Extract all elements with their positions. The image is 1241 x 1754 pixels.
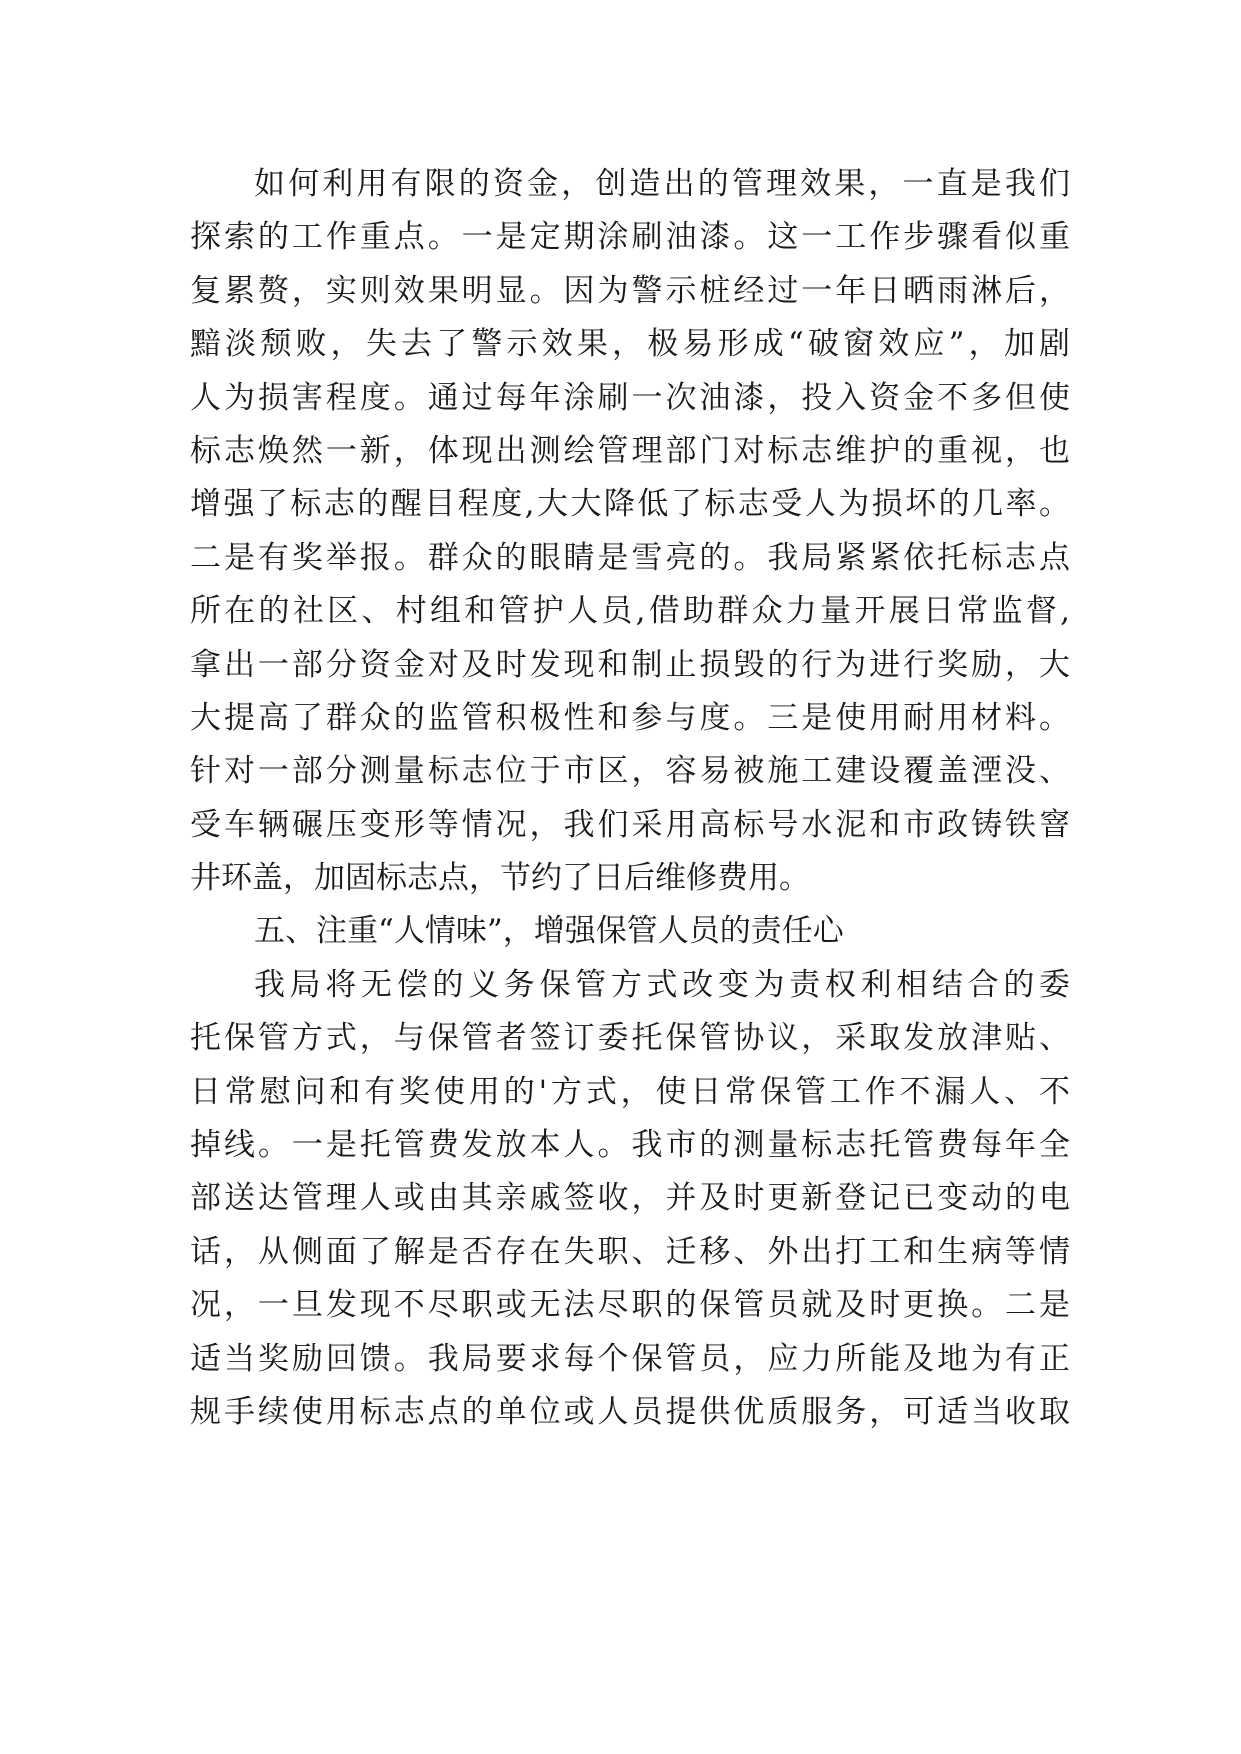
text-line: 二是有奖举报。群众的眼睛是雪亮的。我局紧紧依托标志点 xyxy=(190,539,1070,576)
text-line: 探索的工作重点。一是定期涂刷油漆。这一工作步骤看似重 xyxy=(190,219,1070,256)
document-body xyxy=(190,158,1070,1439)
text-line: 大提高了群众的监管积极性和参与度。三是使用耐用材料。 xyxy=(190,699,1070,736)
text-line: 所在的社区、村组和管护人员,借助群众力量开展日常监督, xyxy=(190,593,1070,630)
text-line: 部送达管理人或由其亲戚签收，并及时更新登记已变动的电 xyxy=(190,1180,1070,1217)
text-line: 增强了标志的醒目程度,大大降低了标志受人为损坏的几率。 xyxy=(190,486,1070,523)
text-line: 掉线。一是托管费发放本人。我市的测量标志托管费每年全 xyxy=(190,1127,1070,1164)
text-line: 况，一旦发现不尽职或无法尽职的保管员就及时更换。二是 xyxy=(190,1287,1070,1324)
text-line: 规手续使用标志点的单位或人员提供优质服务，可适当收取 xyxy=(190,1393,1070,1430)
text-line: 复累赘，实则效果明显。因为警示桩经过一年日晒雨淋后， xyxy=(190,272,1070,309)
text-line: 托保管方式，与保管者签订委托保管协议，采取发放津贴、 xyxy=(190,1020,1070,1057)
text-line: 话，从侧面了解是否存在失职、迁移、外出打工和生病等情 xyxy=(190,1233,1070,1270)
text-line: 日常慰问和有奖使用的'方式，使日常保管工作不漏人、不 xyxy=(190,1073,1070,1110)
text-line: 受车辆碾压变形等情况，我们采用高标号水泥和市政铸铁窨 xyxy=(190,806,1070,843)
text-line: 井环盖，加固标志点，节约了日后维修费用。 xyxy=(190,860,810,897)
paragraph-first-line: 如何利用有限的资金，创造出的管理效果，一直是我们 xyxy=(254,166,1070,202)
text-line: 拿出一部分资金对及时发现和制止损毁的行为进行奖励，大 xyxy=(190,646,1070,683)
text-line: 人为损害程度。通过每年涂刷一次油漆，投入资金不多但使 xyxy=(190,379,1070,416)
paragraph-first-line: 五、注重“人情味”，增强保管人员的责任心 xyxy=(254,913,844,950)
text-line: 黯淡颓败，失去了警示效果，极易形成“破窗效应”，加剧 xyxy=(190,326,1070,363)
text-line: 适当奖励回馈。我局要求每个保管员，应力所能及地为有正 xyxy=(190,1340,1070,1377)
paragraph-first-line: 我局将无偿的义务保管方式改变为责权利相结合的委 xyxy=(254,966,1070,1003)
text-line: 标志焕然一新，体现出测绘管理部门对标志维护的重视，也 xyxy=(190,432,1070,469)
text-line: 针对一部分测量标志位于市区，容易被施工建设覆盖湮没、 xyxy=(190,753,1070,790)
